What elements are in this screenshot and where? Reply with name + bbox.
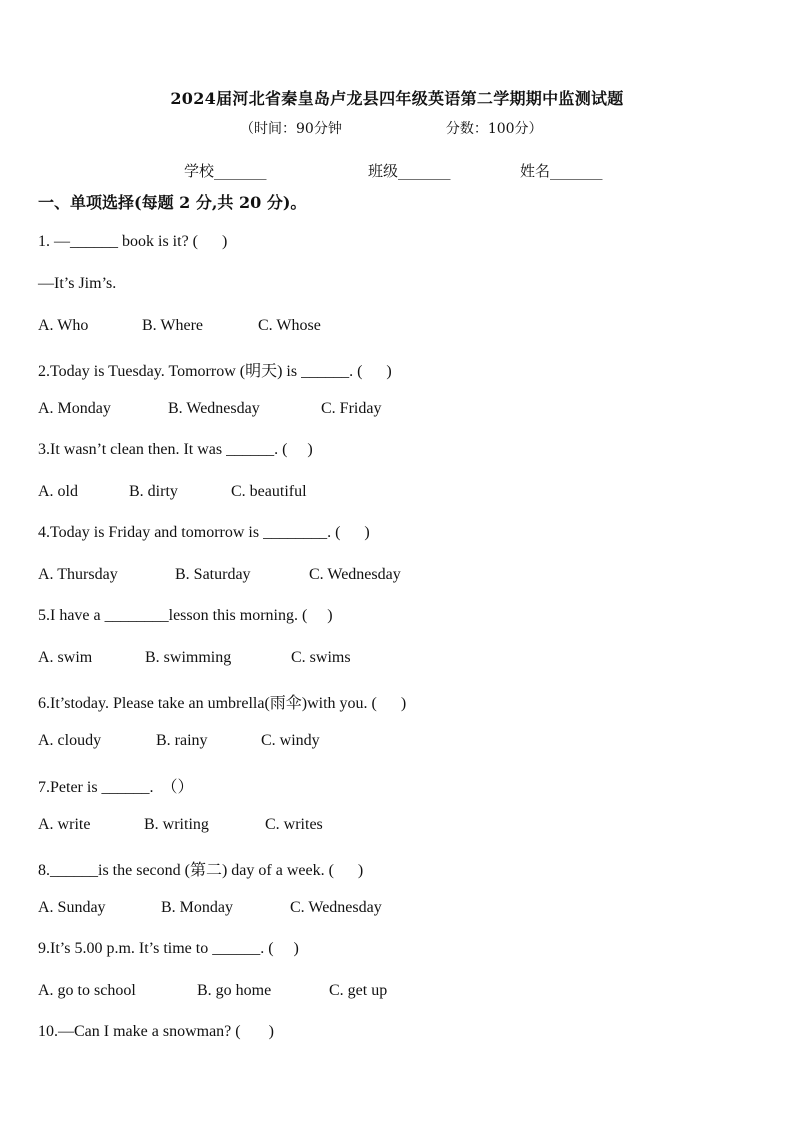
question-2-stem: 2.Today is Tuesday. Tomorrow (明天) is ______. ( ) [38,363,392,380]
exam-time: （时间：90分钟 [240,121,342,137]
question-2-options [38,400,381,418]
option-a: A. Thursday [38,566,118,583]
question-9-stem: 9.It’s 5.00 p.m. It’s time to ______. ( ) [38,940,299,957]
option-b: B. writing [144,816,209,833]
option-a: A. cloudy [38,732,102,749]
question-7-stem: 7.Peter is ______. （） [38,779,194,796]
section-heading: 一、单项选择(每题 2 分,共 20 分)。 [38,193,307,212]
question-9-options [38,982,387,1000]
option-a: A. Who [38,317,89,334]
option-a: A. old [38,483,78,500]
question-8-options [38,899,382,917]
exam-score: 分数：100分） [445,121,543,137]
option-c: C. Friday [321,400,382,417]
question-7-options [38,816,323,834]
question-1-stem: 1. —______ book is it? ( ) [38,233,228,250]
question-8-stem: 8.______is the second (第二) day of a week. ( ) [38,862,364,879]
question-5-stem: 5.I have a ________lesson this morning. ( ) [38,607,333,624]
option-c: C. beautiful [231,483,307,500]
question-5-options [38,649,351,667]
exam-meta [240,118,543,138]
question-10-stem: 10.—Can I make a snowman? ( ) [38,1023,274,1040]
option-c: C. Wednesday [290,899,382,916]
option-c: C. windy [261,732,320,749]
question-4-stem: 4.Today is Friday and tomorrow is ________. ( ) [38,524,370,541]
question-3-options [38,483,307,501]
class-field: 班级_______ [368,162,451,180]
option-a: A. go to school [38,982,136,999]
page-title: 2024届河北省秦皇岛卢龙县四年级英语第二学期期中监测试题 [170,89,624,108]
option-a: A. swim [38,649,93,666]
option-b: B. dirty [129,483,178,500]
question-4-options [38,566,401,584]
option-b: B. Wednesday [168,400,260,417]
option-b: B. Saturday [175,566,251,583]
option-a: A. Monday [38,400,111,417]
option-c: C. swims [291,649,351,666]
option-c: C. Wednesday [309,566,401,583]
option-c: C. get up [329,982,388,999]
option-b: B. rainy [156,732,208,749]
school-field: 学校_______ [184,162,267,180]
name-field: 姓名_______ [520,162,603,180]
option-b: B. swimming [145,649,232,666]
option-b: B. Monday [161,899,233,916]
question-1-answer-line: —It’s Jim’s. [38,275,117,292]
option-c: C. Whose [258,317,321,334]
question-6-options [38,732,320,750]
option-b: B. Where [142,317,204,334]
option-a: A. Sunday [38,899,106,916]
option-b: B. go home [197,982,272,999]
question-1-options [38,317,321,335]
question-3-stem: 3.It wasn’t clean then. It was ______. ( ) [38,441,313,458]
question-6-stem: 6.It’stoday. Please take an umbrella(雨伞)with you. ( ) [38,695,407,712]
option-c: C. writes [265,816,323,833]
option-a: A. write [38,816,91,833]
